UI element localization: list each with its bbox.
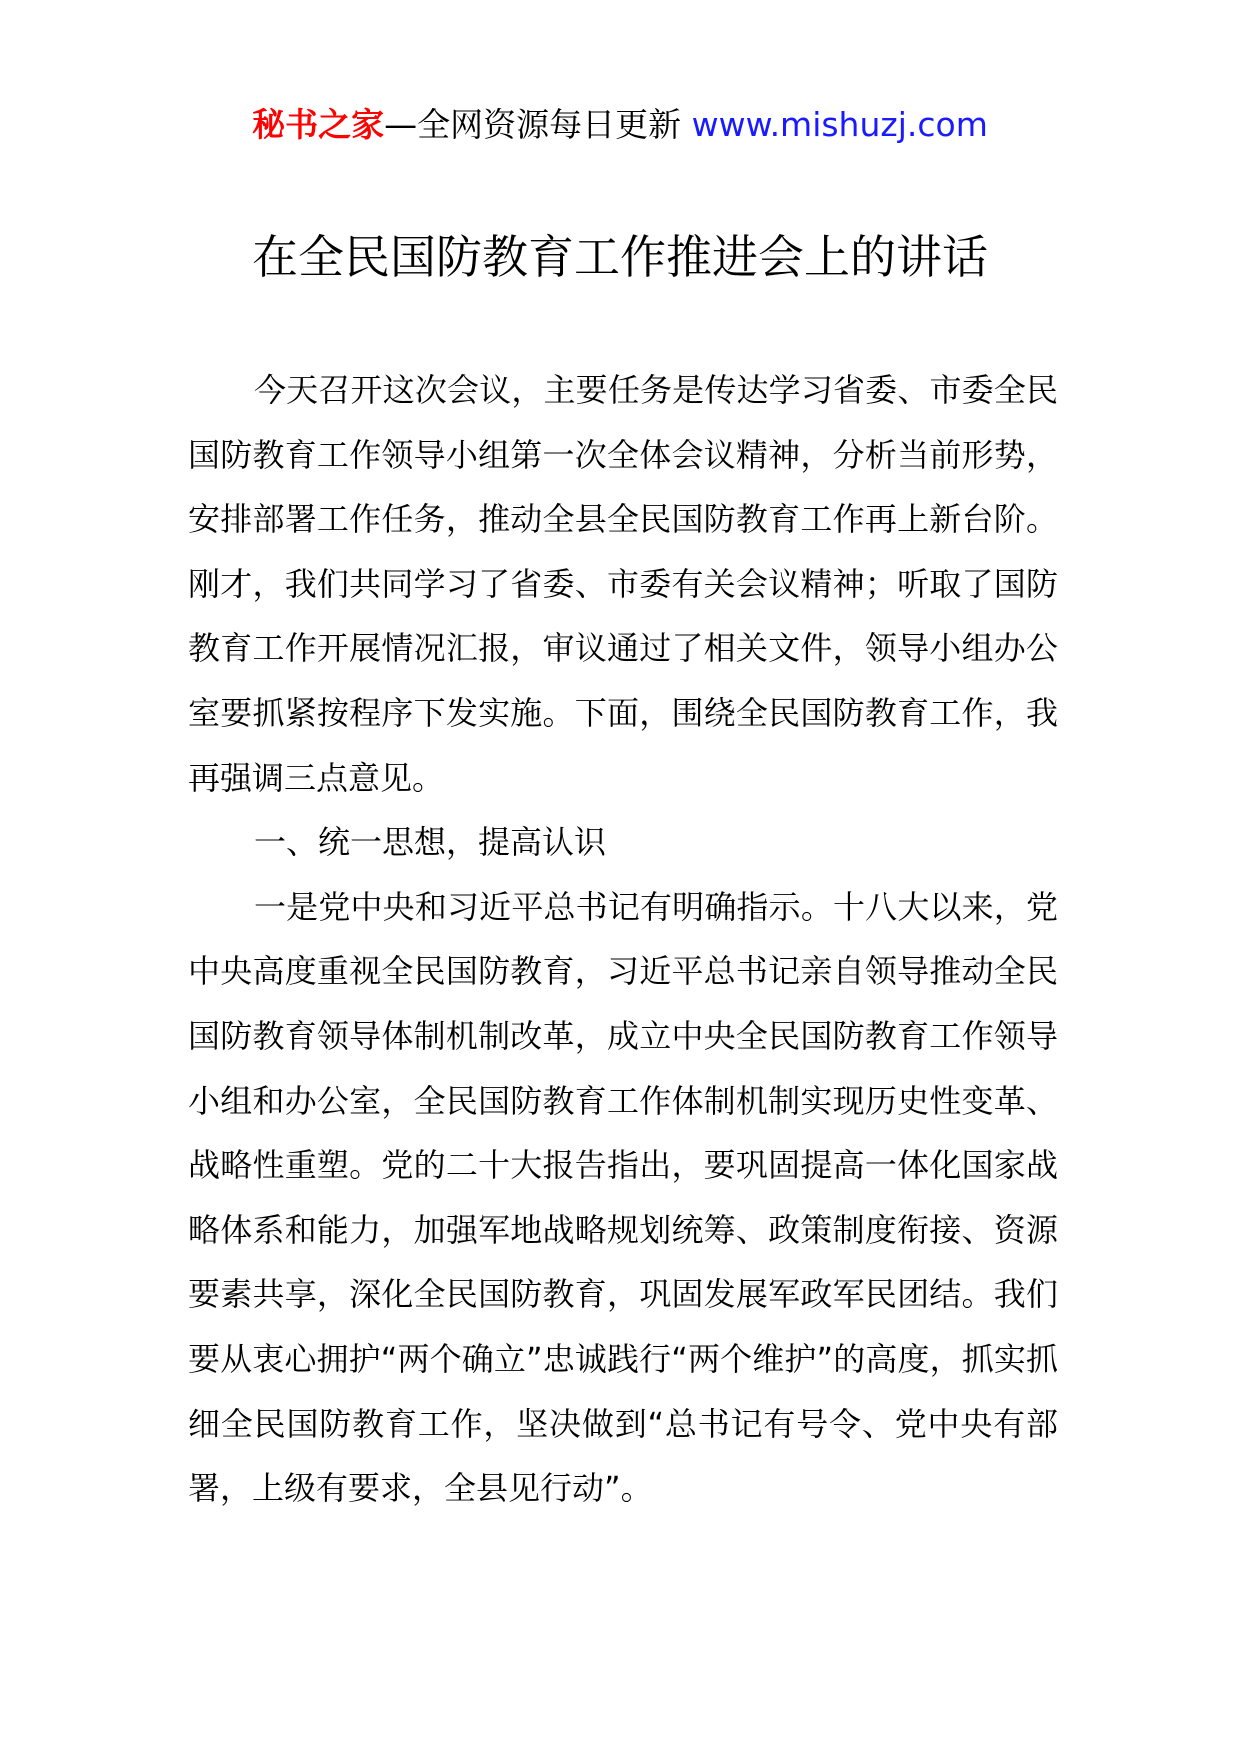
document-body: [188, 358, 1058, 1521]
section-heading-1: 一、统一思想，提高认识: [254, 823, 607, 862]
document-title: 在全民国防教育工作推进会上的讲话: [252, 230, 988, 284]
site-url-link[interactable]: www.mishuzj.com: [691, 105, 988, 144]
site-brand: 秘书之家: [252, 105, 385, 144]
paragraph-intro: 今天召开这次会议，主要任务是传达学习省委、市委全民国防教育工作领导小组第一次全体会议精神，分析当前形势，安排部署工作任务，推动全县全民国防教育工作再上新台阶。刚才，我们共同学习了省委、市委有关会议精神；听取了国防教育工作开展情况汇报，审议通过了相关文件，领导小组办公室要抓紧按程序下发实施。下面，围绕全民国防教育工作，我再强调三点意见。: [188, 371, 1058, 797]
site-banner: [0, 100, 1240, 150]
site-tagline: —全网资源每日更新: [384, 105, 692, 144]
paragraph-point-1: 一是党中央和习近平总书记有明确指示。十八大以来，党中央高度重视全民国防教育，习近平总书记亲自领导推动全民国防教育领导体制机制改革，成立中央全民国防教育工作领导小组和办公室，全民国防教育工作体制机制实现历史性变革、战略性重塑。党的二十大报告指出，要巩固提高一体化国家战略体系和能力，加强军地战略规划统筹、政策制度衔接、资源要素共享，深化全民国防教育，巩固发展军政军民团结。我们要从衷心拥护“两个确立”忠诚践行“两个维护”的高度，抓实抓细全民国防教育工作，坚决做到“总书记有号令、党中央有部署，上级有要求，全县见行动”。: [188, 887, 1058, 1508]
